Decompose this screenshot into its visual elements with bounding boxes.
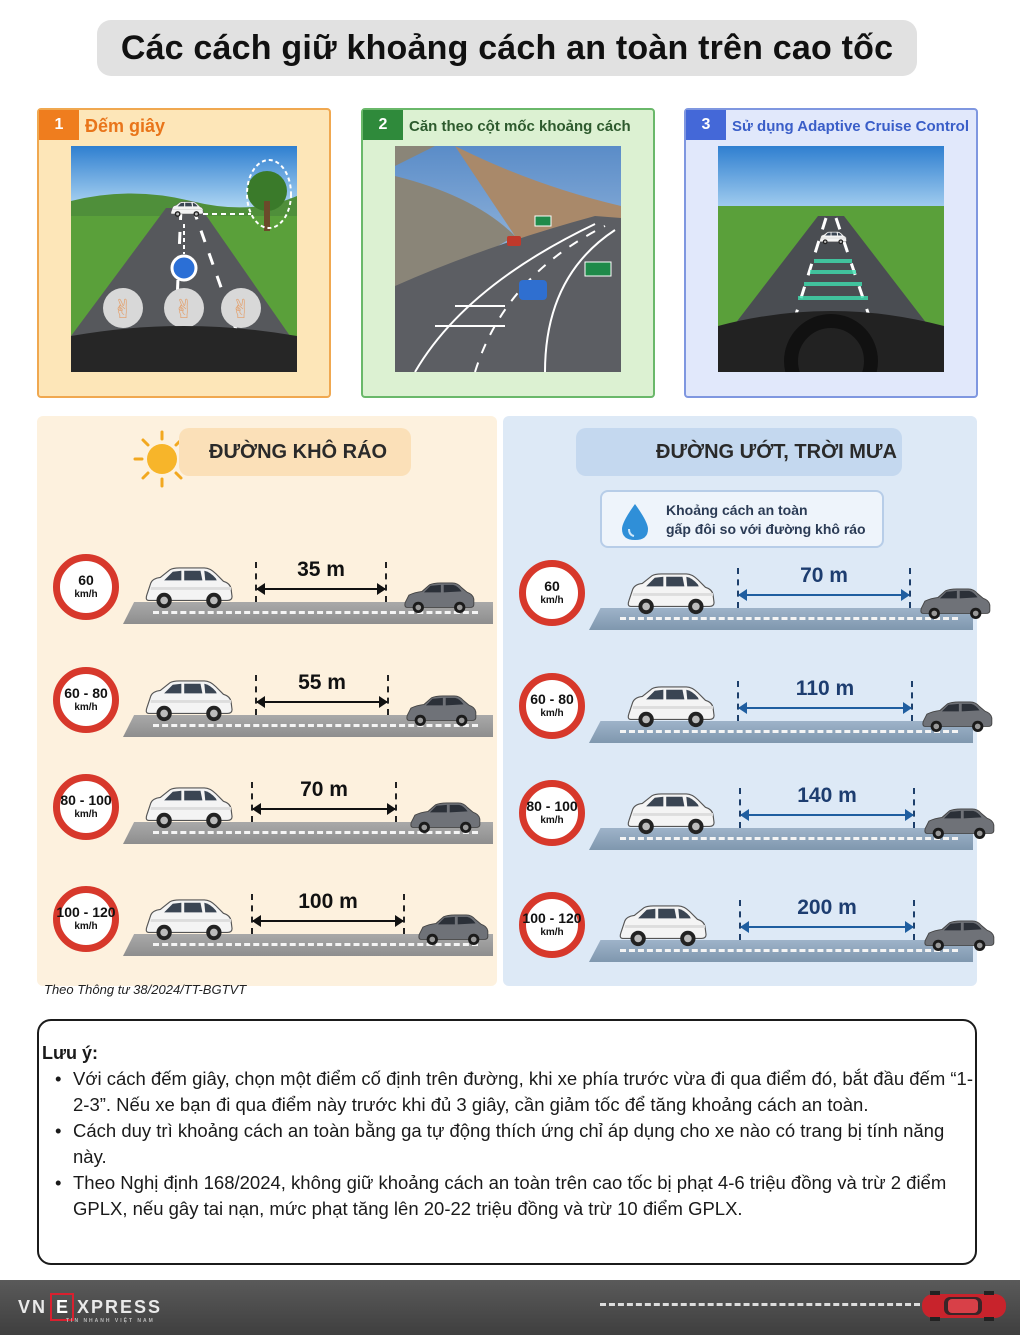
speed-sign bbox=[519, 673, 585, 739]
distance-marker bbox=[737, 677, 913, 725]
sedan-car bbox=[415, 914, 491, 946]
distance-value: 70 m bbox=[300, 778, 348, 801]
svg-text:✌: ✌ bbox=[173, 294, 195, 324]
distance-marker bbox=[255, 671, 389, 719]
distance-row bbox=[503, 673, 977, 773]
distance-value: 110 m bbox=[795, 677, 855, 700]
distance-panels bbox=[30, 410, 985, 997]
speed-sign bbox=[53, 886, 119, 952]
method-number: 3 bbox=[686, 110, 726, 140]
speed-unit: km/h bbox=[540, 595, 564, 606]
dry-road-title: ĐƯỜNG KHÔ RÁO bbox=[179, 428, 411, 476]
speed-value: 60 bbox=[78, 572, 94, 588]
speed-sign bbox=[519, 560, 585, 626]
distance-row bbox=[503, 780, 977, 880]
sedan-car bbox=[401, 582, 477, 614]
speed-value: 60 - 80 bbox=[530, 691, 574, 707]
distance-marker bbox=[739, 896, 915, 944]
note-item: • Theo Nghị định 168/2024, không giữ khoảng cách an toàn trên cao tốc bị phạt 4-6 triệu đồng và trừ 2 điểm GPLX, nếu gây tai nạn, mức phạt tăng lên 20-22 triệu đồng và trừ 10 điểm GPLX. bbox=[73, 1170, 973, 1222]
distance-row bbox=[37, 554, 497, 654]
wet-note-line1: Khoảng cách an toàn bbox=[666, 502, 808, 518]
source-note: Theo Thông tư 38/2024/TT-BGTVT bbox=[44, 982, 247, 997]
notes-heading: Lưu ý: bbox=[42, 1043, 99, 1063]
count-seconds-illustration bbox=[71, 146, 297, 372]
speed-sign bbox=[53, 554, 119, 620]
note-item: • Với cách đếm giây, chọn một điểm cố định trên đường, khi xe phía trước vừa đi qua điểm đó, bắt đầu đếm “1-2-3”. Nếu xe bạn đi qua điểm này trước khi đủ 3 giây, cần giảm tốc để tăng khoảng cách an toàn. bbox=[73, 1066, 973, 1118]
logo-text-right: XPRESS bbox=[77, 1296, 163, 1317]
distance-marker bbox=[737, 564, 911, 612]
distance-value: 200 m bbox=[797, 896, 857, 919]
sedan-car bbox=[917, 588, 993, 620]
sedan-car bbox=[407, 802, 483, 834]
notes-list bbox=[73, 1066, 973, 1222]
speed-unit: km/h bbox=[74, 921, 98, 932]
wet-road-panel bbox=[503, 416, 977, 986]
suv-car bbox=[623, 572, 719, 616]
page-title: Các cách giữ khoảng cách an toàn trên cao tốc bbox=[120, 28, 894, 67]
speed-unit: km/h bbox=[540, 927, 564, 938]
logo-text-left: VN bbox=[18, 1296, 48, 1317]
method-number: 2 bbox=[363, 110, 403, 140]
speed-unit: km/h bbox=[540, 708, 564, 719]
distance-value: 35 m bbox=[297, 558, 345, 581]
suv-car bbox=[615, 904, 711, 948]
speed-value: 80 - 100 bbox=[526, 798, 578, 814]
speed-value: 100 - 120 bbox=[56, 904, 116, 920]
distance-row bbox=[37, 774, 497, 874]
method-number: 1 bbox=[39, 110, 79, 140]
suv-car bbox=[623, 685, 719, 729]
adaptive-cruise-illustration bbox=[718, 146, 944, 372]
distance-marker bbox=[739, 784, 915, 832]
dry-road-panel bbox=[37, 416, 497, 997]
distance-value: 140 m bbox=[797, 784, 857, 807]
wet-road-note bbox=[600, 490, 884, 548]
method-label: Căn theo cột mốc khoảng cách bbox=[409, 117, 631, 135]
speed-unit: km/h bbox=[74, 589, 98, 600]
method-card-distance-markers bbox=[361, 108, 655, 398]
distance-row bbox=[503, 560, 977, 660]
speed-sign bbox=[519, 892, 585, 958]
speed-value: 80 - 100 bbox=[60, 792, 112, 808]
title-banner bbox=[97, 20, 917, 76]
speed-sign bbox=[53, 667, 119, 733]
method-card-adaptive-cruise bbox=[684, 108, 978, 398]
speed-unit: km/h bbox=[540, 815, 564, 826]
svg-text:✌: ✌ bbox=[230, 294, 252, 324]
speed-value: 60 - 80 bbox=[64, 685, 108, 701]
distance-row bbox=[37, 667, 497, 767]
method-card-count-seconds bbox=[37, 108, 331, 398]
suv-car bbox=[141, 566, 237, 610]
distance-row bbox=[37, 886, 497, 986]
footer-bar bbox=[0, 1280, 1020, 1335]
speed-unit: km/h bbox=[74, 809, 98, 820]
method-label: Sử dụng Adaptive Cruise Control bbox=[732, 117, 969, 135]
speed-value: 100 - 120 bbox=[522, 910, 582, 926]
lane-dashes bbox=[600, 1303, 920, 1306]
speed-sign bbox=[519, 780, 585, 846]
wet-road-title: ĐƯỜNG ƯỚT, TRỜI MƯA bbox=[576, 428, 902, 476]
distance-marker bbox=[251, 890, 405, 938]
wet-note-text bbox=[666, 501, 866, 539]
suv-car bbox=[623, 792, 719, 836]
wet-note-line2: gấp đôi so với đường khô ráo bbox=[666, 521, 866, 537]
svg-text:✌: ✌ bbox=[112, 294, 134, 324]
note-item: • Cách duy trì khoảng cách an toàn bằng ga tự động thích ứng chỉ áp dụng cho xe nào có trang bị tính năng này. bbox=[73, 1118, 973, 1170]
distance-value: 55 m bbox=[298, 671, 346, 694]
red-car-icon bbox=[918, 1288, 1010, 1324]
method-label: Đếm giây bbox=[85, 115, 166, 136]
logo-e-box: E bbox=[50, 1293, 74, 1321]
notes-box bbox=[37, 1019, 977, 1265]
water-drop-icon bbox=[620, 502, 650, 542]
sedan-car bbox=[919, 701, 995, 733]
suv-car bbox=[141, 898, 237, 942]
suv-car bbox=[141, 679, 237, 723]
distance-value: 100 m bbox=[298, 890, 358, 913]
logo-subtitle: TIN NHANH VIỆT NAM bbox=[66, 1318, 155, 1324]
sedan-car bbox=[921, 920, 997, 952]
distance-marker bbox=[251, 778, 397, 826]
sedan-car bbox=[403, 695, 479, 727]
speed-sign bbox=[53, 774, 119, 840]
speed-value: 60 bbox=[544, 578, 560, 594]
distance-markers-illustration bbox=[395, 146, 621, 372]
distance-row bbox=[503, 892, 977, 992]
sedan-car bbox=[921, 808, 997, 840]
suv-car bbox=[141, 786, 237, 830]
speed-unit: km/h bbox=[74, 702, 98, 713]
distance-marker bbox=[255, 558, 387, 606]
vnexpress-logo bbox=[18, 1292, 162, 1322]
distance-value: 70 m bbox=[800, 564, 848, 587]
